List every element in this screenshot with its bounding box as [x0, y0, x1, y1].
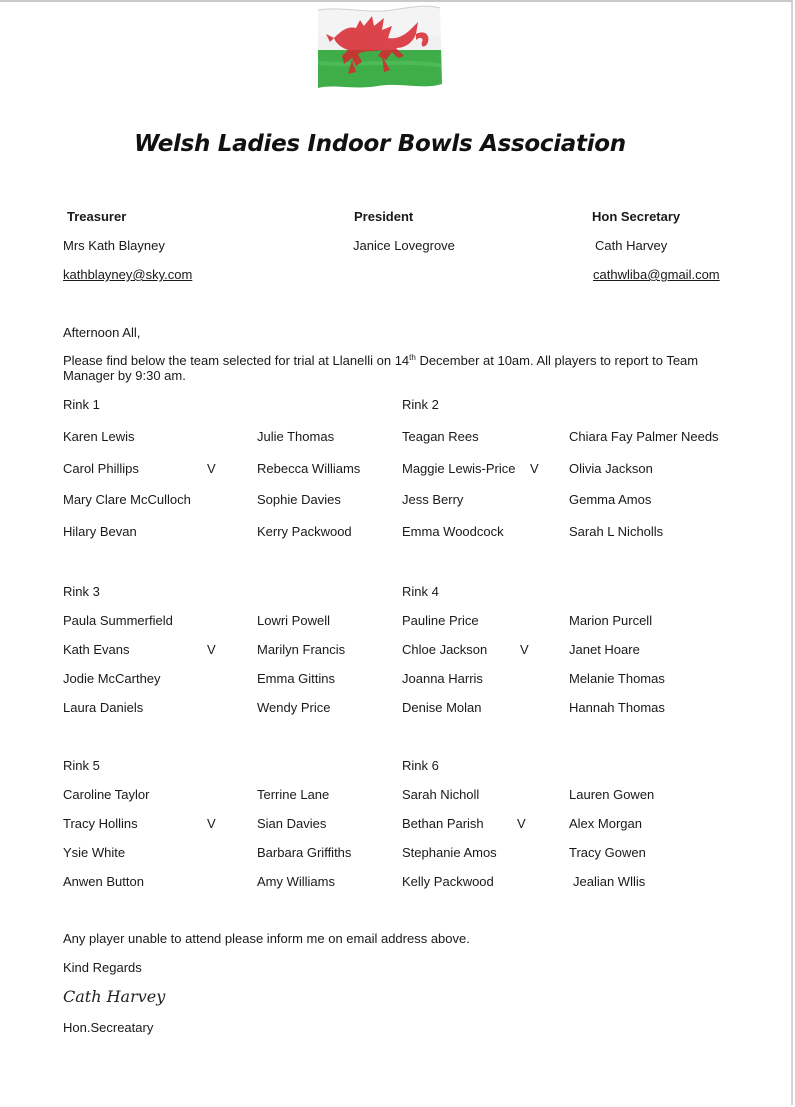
player-name: Gemma Amos: [569, 492, 652, 507]
player-name: Terrine Lane: [257, 787, 330, 802]
rink-label: Rink 2: [402, 397, 439, 412]
intro-text-start: Please find below the team selected for trial at Llanelli on 14: [63, 353, 410, 368]
player-name: Jodie McCarthey: [63, 671, 161, 686]
vs-marker: V: [207, 642, 216, 657]
player-name: Joanna Harris: [402, 671, 483, 686]
player-name: Kath Evans: [63, 642, 130, 657]
rink-label: Rink 6: [402, 758, 439, 773]
president-role: President: [354, 209, 414, 224]
treasurer-name: Mrs Kath Blayney: [63, 238, 165, 253]
vs-marker: V: [207, 816, 216, 831]
player-name: Marilyn Francis: [257, 642, 346, 657]
player-name: Jealian Wllis: [573, 874, 646, 889]
player-name: Denise Molan: [402, 700, 482, 715]
greeting: Afternoon All,: [63, 325, 141, 340]
player-name: Teagan Rees: [402, 429, 479, 444]
player-name: Wendy Price: [257, 700, 331, 715]
rink-label: Rink 3: [63, 584, 100, 599]
player-name: Julie Thomas: [257, 429, 335, 444]
intro-paragraph: [63, 353, 743, 383]
player-name: Melanie Thomas: [569, 671, 665, 686]
player-name: Stephanie Amos: [402, 845, 497, 860]
intro-date-suffix: th: [409, 353, 416, 362]
player-name: Barbara Griffiths: [257, 845, 352, 860]
player-name: Emma Woodcock: [402, 524, 504, 539]
treasurer-email-link[interactable]: kathblayney@sky.com: [63, 267, 193, 282]
player-name: Amy Williams: [257, 874, 335, 889]
president-name: Janice Lovegrove: [353, 238, 455, 253]
page-title: Welsh Ladies Indoor Bowls Association: [134, 131, 626, 157]
player-name: Kerry Packwood: [257, 524, 352, 539]
player-name: Anwen Button: [63, 874, 144, 889]
vs-marker: V: [520, 642, 529, 657]
player-name: Sian Davies: [257, 816, 327, 831]
player-name: Caroline Taylor: [63, 787, 150, 802]
secretary-name: Cath Harvey: [595, 238, 668, 253]
player-name: Carol Phillips: [63, 461, 139, 476]
vs-marker: V: [517, 816, 526, 831]
player-name: Olivia Jackson: [569, 461, 653, 476]
player-name: Maggie Lewis-Price: [402, 461, 516, 476]
player-name: Chloe Jackson: [402, 642, 488, 657]
player-name: Tracy Gowen: [569, 845, 646, 860]
welsh-flag-icon: [312, 4, 444, 92]
rink-label: Rink 4: [402, 584, 439, 599]
treasurer-role: Treasurer: [67, 209, 127, 224]
closing-note: Any player unable to attend please inform me on email address above.: [63, 931, 470, 946]
player-name: Ysie White: [63, 845, 126, 860]
sign-off: Kind Regards: [63, 960, 142, 975]
player-name: Tracy Hollins: [63, 816, 138, 831]
secretary-role: Hon Secretary: [592, 209, 681, 224]
player-name: Hannah Thomas: [569, 700, 665, 715]
rink-label: Rink 1: [63, 397, 100, 412]
player-name: Emma Gittins: [257, 671, 336, 686]
player-name: Rebecca Williams: [257, 461, 361, 476]
player-name: Sarah Nicholl: [402, 787, 480, 802]
player-name: Kelly Packwood: [402, 874, 494, 889]
player-name: Karen Lewis: [63, 429, 135, 444]
intro-text-end: December at 10am. All players to report to Team Manager by 9:30 am.: [63, 353, 699, 383]
secretary-email-link[interactable]: cathwliba@gmail.com: [593, 267, 720, 282]
player-name: Pauline Price: [402, 613, 479, 628]
player-name: Mary Clare McCulloch: [63, 492, 191, 507]
player-name: Chiara Fay Palmer Needs: [569, 429, 719, 444]
player-name: Marion Purcell: [569, 613, 653, 628]
player-name: Hilary Bevan: [63, 524, 137, 539]
sign-title: Hon.Secreatary: [63, 1020, 154, 1035]
player-name: Lowri Powell: [257, 613, 330, 628]
player-name: Sarah L Nicholls: [569, 524, 664, 539]
player-name: Paula Summerfield: [63, 613, 173, 628]
player-name: Lauren Gowen: [569, 787, 655, 802]
vs-marker: V: [530, 461, 539, 476]
player-name: Alex Morgan: [569, 816, 642, 831]
player-name: Sophie Davies: [257, 492, 341, 507]
player-name: Janet Hoare: [569, 642, 640, 657]
vs-marker: V: [207, 461, 216, 476]
rink-label: Rink 5: [63, 758, 100, 773]
player-name: Laura Daniels: [63, 700, 144, 715]
player-name: Bethan Parish: [402, 816, 484, 831]
signature: Cath Harvey: [63, 987, 166, 1006]
player-name: Jess Berry: [402, 492, 464, 507]
